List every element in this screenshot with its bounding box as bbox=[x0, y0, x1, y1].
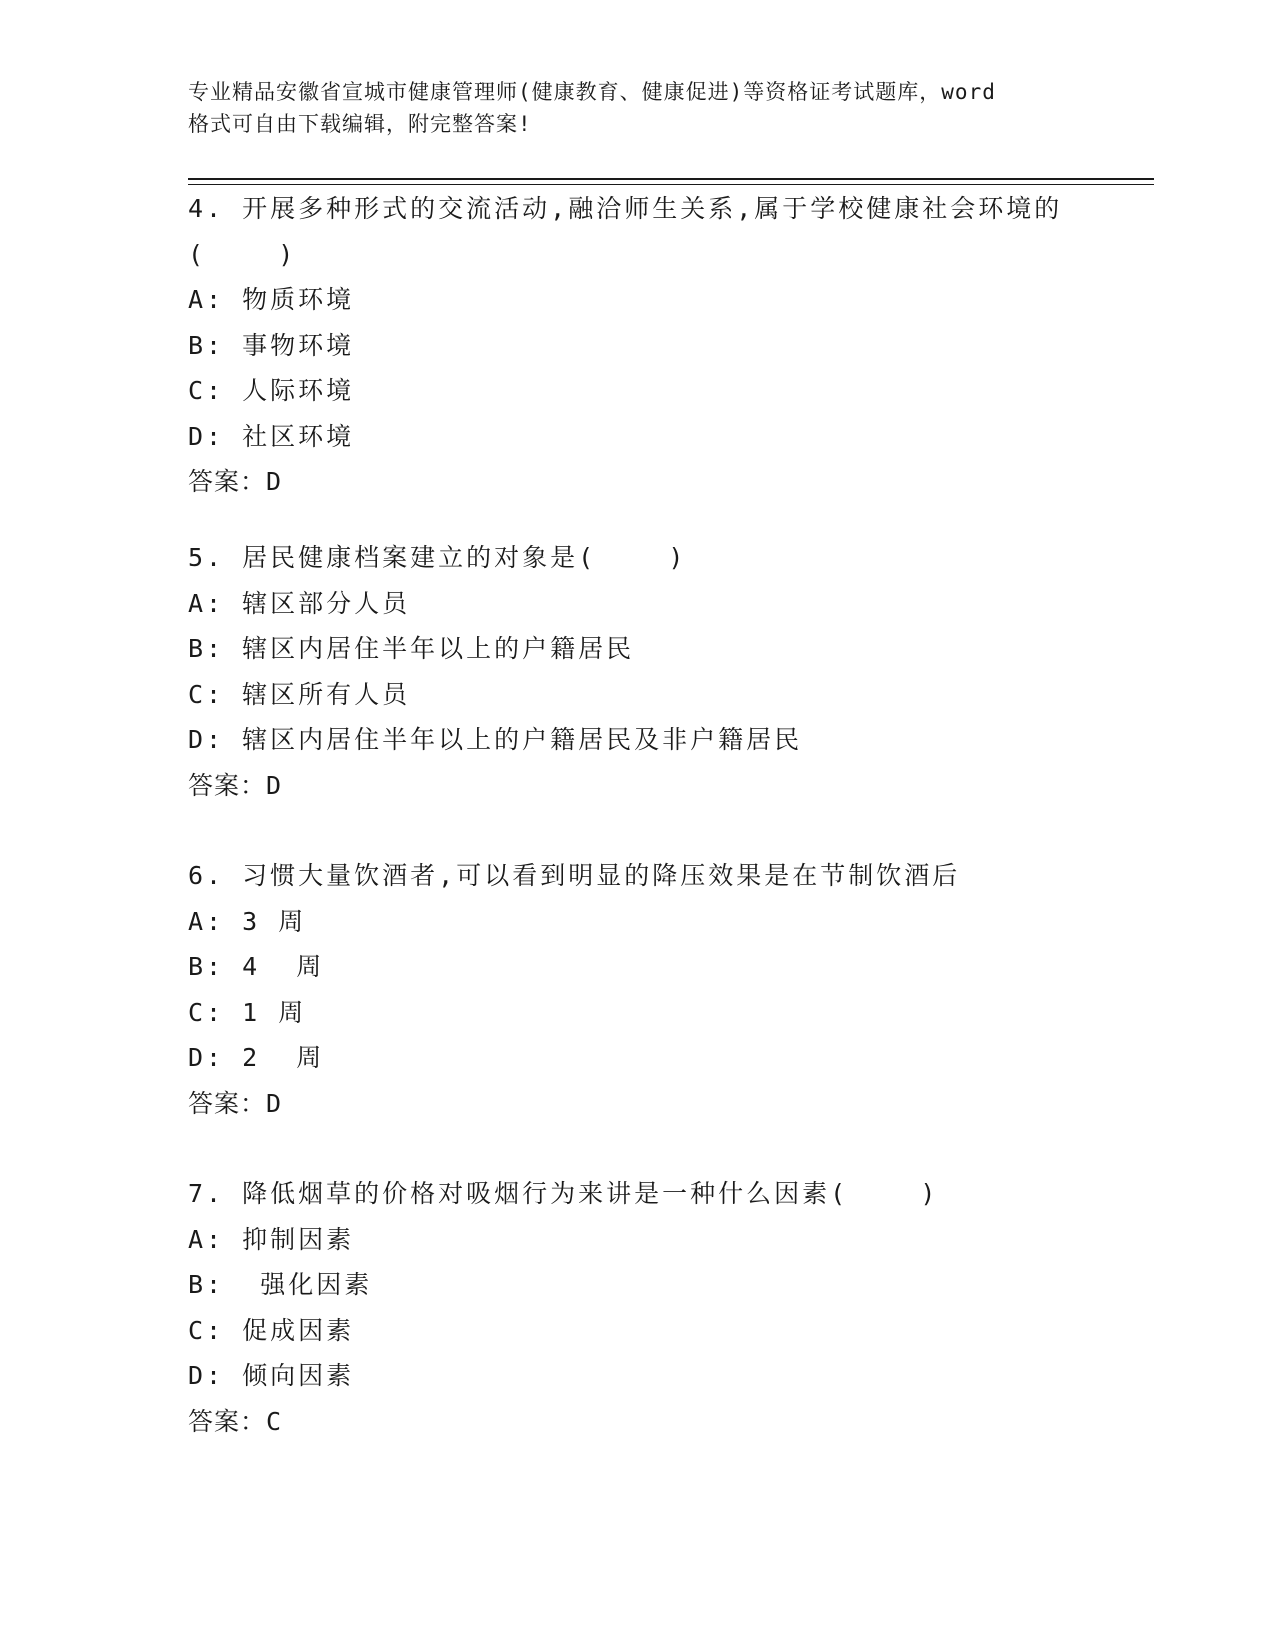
answer-line bbox=[188, 1081, 1108, 1127]
option-b: B: 辖区内居住半年以上的户籍居民 bbox=[188, 634, 635, 663]
answer-label: 答案： bbox=[188, 1088, 267, 1118]
question-stem: 4. 开展多种形式的交流活动,融洽师生关系,属于学校健康社会环境的 bbox=[188, 194, 1063, 223]
answer-value: D bbox=[266, 1088, 283, 1118]
header-line-2: 格式可自由下载编辑，附完整答案! bbox=[188, 112, 532, 136]
question-stem: 7. 降低烟草的价格对吸烟行为来讲是一种什么因素( ) bbox=[188, 1179, 939, 1208]
question-7 bbox=[188, 1171, 1108, 1444]
answer-value: D bbox=[266, 770, 283, 800]
question-stem: 6. 习惯大量饮酒者,可以看到明显的降压效果是在节制饮酒后 bbox=[188, 861, 961, 890]
answer-line bbox=[188, 763, 1108, 809]
answer-line bbox=[188, 1399, 1108, 1445]
answer-label: 答案： bbox=[188, 770, 267, 800]
answer-value: C bbox=[266, 1406, 283, 1436]
answer-label: 答案： bbox=[188, 1406, 267, 1436]
document-header bbox=[188, 76, 1088, 140]
option-c: C: 辖区所有人员 bbox=[188, 679, 411, 709]
question-6 bbox=[188, 853, 1108, 1126]
option-d: D: 2 周 bbox=[188, 1043, 325, 1072]
answer-line bbox=[188, 459, 1108, 505]
option-d: D: 倾向因素 bbox=[188, 1361, 355, 1390]
option-d: D: 辖区内居住半年以上的户籍居民及非户籍居民 bbox=[188, 725, 803, 754]
option-b: B: 事物环境 bbox=[188, 330, 355, 360]
answer-value: D bbox=[266, 467, 283, 496]
option-c: C: 人际环境 bbox=[188, 376, 355, 405]
question-stem: 5. 居民健康档案建立的对象是( ) bbox=[188, 543, 687, 572]
option-a: A: 抑制因素 bbox=[188, 1224, 355, 1254]
option-a: A: 3 周 bbox=[188, 906, 307, 936]
option-c: C: 促成因素 bbox=[188, 1315, 355, 1345]
option-b: B: 强化因素 bbox=[188, 1270, 373, 1299]
header-divider-thick bbox=[188, 178, 1154, 180]
option-b: B: 4 周 bbox=[188, 952, 325, 981]
header-divider-thin bbox=[188, 184, 1154, 185]
question-5 bbox=[188, 535, 1108, 808]
question-4 bbox=[188, 186, 1108, 505]
answer-label: 答案： bbox=[188, 467, 267, 496]
option-d: D: 社区环境 bbox=[188, 421, 355, 451]
header-line-1: 专业精品安徽省宣城市健康管理师(健康教育、健康促进)等资格证考试题库，word bbox=[188, 80, 996, 104]
option-a: A: 辖区部分人员 bbox=[188, 588, 411, 618]
option-c: C: 1 周 bbox=[188, 997, 307, 1027]
question-stem-continued: ( ) bbox=[188, 239, 297, 269]
option-a: A: 物质环境 bbox=[188, 285, 355, 314]
